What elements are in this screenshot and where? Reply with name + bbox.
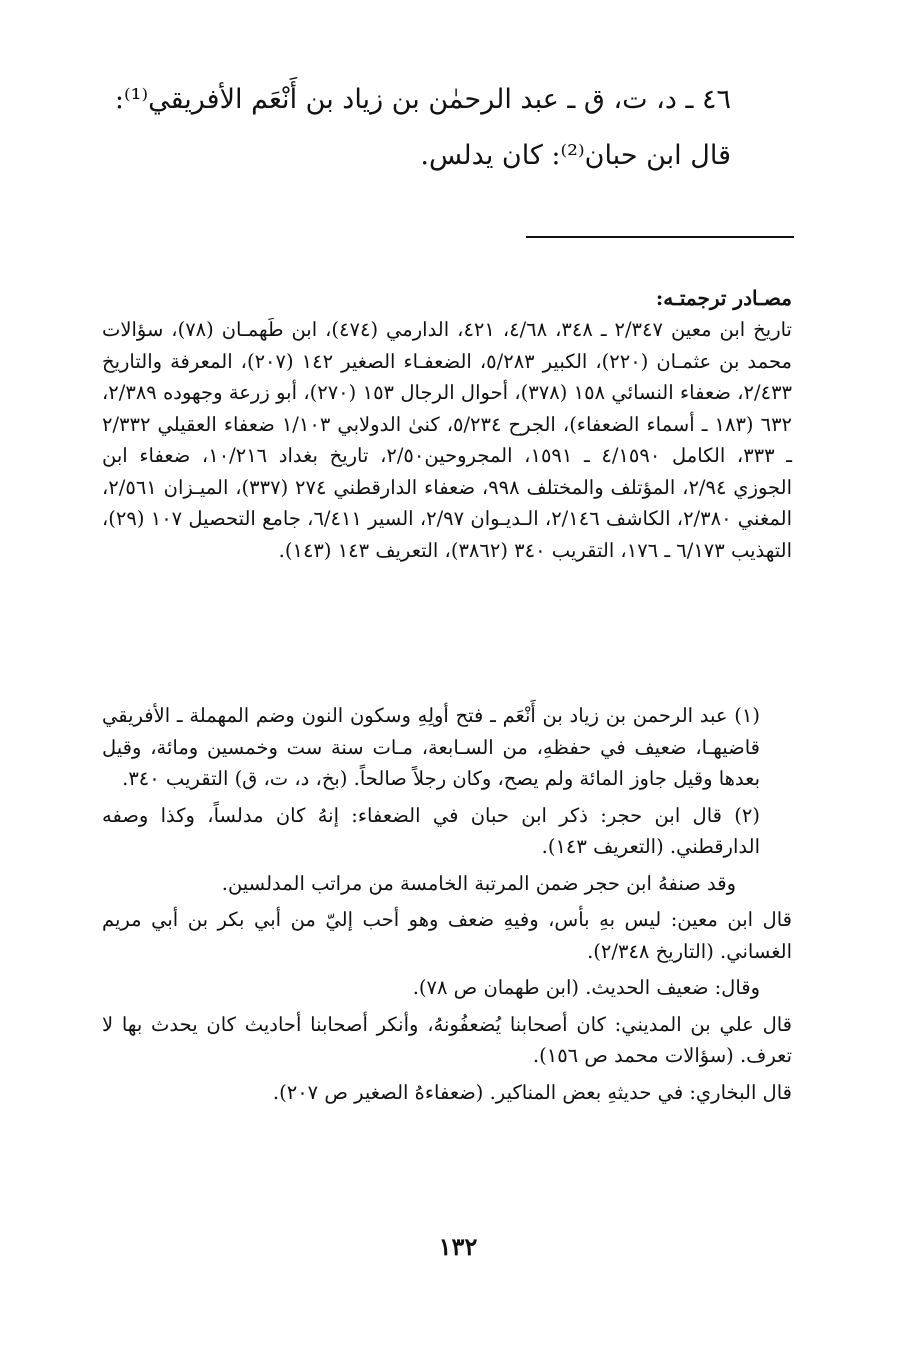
footnote-ali-madini: قال علي بن المديني: كان أصحابنا يُضعفُونهُ، وأنكر أصحابنا أحاديث كان يحدث بها لا تعرف. (سؤالات محمد ص ١٥٦). — [102, 1012, 792, 1067]
footnote-bukhari: قال البخاري: في حديثهِ بعض المناكير. (ضعفاءهُ الصغير ص ٢٠٧). — [272, 1080, 792, 1104]
footnotes — [102, 700, 792, 1113]
sources-heading: مصـادر ترجمتـه: — [655, 286, 792, 310]
footnote-ibn-maeen: قال ابن معين: ليس بهِ بأس، وفيهِ ضعف وهو أحب إليّ من أبي بكر بن أبي مريم الغساني. (التاريخ ٢/٣٤٨). — [102, 908, 792, 963]
page-number: ١٣٢ — [438, 1232, 478, 1261]
sources-body: تاريخ ابن معين ٢/٣٤٧ ـ ٣٤٨، ٤/٦٨، ٤٢١، الدارمي (٤٧٤)، ابن طَهمـان (٧٨)، سؤالات محمد بن عثمـان (٢٢٠)، الكبير ٥/٢٨٣، الضعفـاء الصغير ١٤٢ (٢٠٧)، المعرفة والتاريخ ٢/٤٣٣، ضعفاء النسائي ١٥٨ (٣٧٨)، أحوال الرجال ١٥٣ (٢٧٠)، أبو زرعة وجهوده ٢/٣٨٩، ٦٣٢ (١٨٣ ـ أسماء الضعفاء)، الجرح ٥/٢٣٤، كنىٰ الدولابي ١/١٠٣ ضعفاء العقيلي ٢/٣٣٢ ـ ٣٣٣، الكامل ٤/١٥٩٠ ـ ١٥٩١، المجروحين٢/٥٠، تاريخ بغداد ١٠/٢١٦، ضعفاء ابن الجوزي ٢/٩٤، المؤتلف والمختلف ٩٩٨، ضعفاء الدارقطني ٢٧٤ (٣٣٧)، الميـزان ٢/٥٦١، المغني ٢/٣٨٠، الكاشف ٢/١٤٦، الـديـوان ٢/٩٧، السير ٦/٤١١، جامع التحصيل ١٠٧ (٢٩)، التهذيب ٦/١٧٣ ـ ١٧٦، التقريب ٣٤٠ (٣٨٦٢)، التعريف ١٤٣ (١٤٣). — [102, 318, 793, 562]
footnote-separator — [526, 236, 794, 238]
footnote-ibn-maeen-2: وقال: ضعيف الحديث. (ابن طهمان ص ٧٨). — [412, 976, 760, 999]
footnote-2-rank: وقد صنفهُ ابن حجر ضمن المرتبة الخامسة من مراتب المدلسين. — [221, 871, 736, 895]
entry-statement: قال ابن حبان⁽²⁾: كان يدلس. — [420, 140, 731, 171]
footnote-1: (١) عبد الرحمن بن زياد بن أَنْعَم ـ فتح أولِهِ وسكون النون وضم المهملة ـ الأفريقي قاضيهـا، ضعيف في حفظهِ، من السـابعة، مـات سنة ست وخمسين ومائة، وقيل بعدها وقيل جاوز المائة ولم يصح، وكان رجلاً صالحاً. (بخ، د، ت، ق) التقريب ٣٤٠. — [102, 704, 760, 790]
entry-heading: ٤٦ ـ د، ت، ق ـ عبد الرحمٰن بن زياد بن أَنْعَم الأفريقي⁽¹⁾: — [114, 84, 731, 115]
footnote-2: (٢) قال ابن حجر: ذكر ابن حبان في الضعفاء: إنهُ كان مدلساً، وكذا وصفه الدارقطني. (التعريف ١٤٣). — [102, 803, 760, 858]
